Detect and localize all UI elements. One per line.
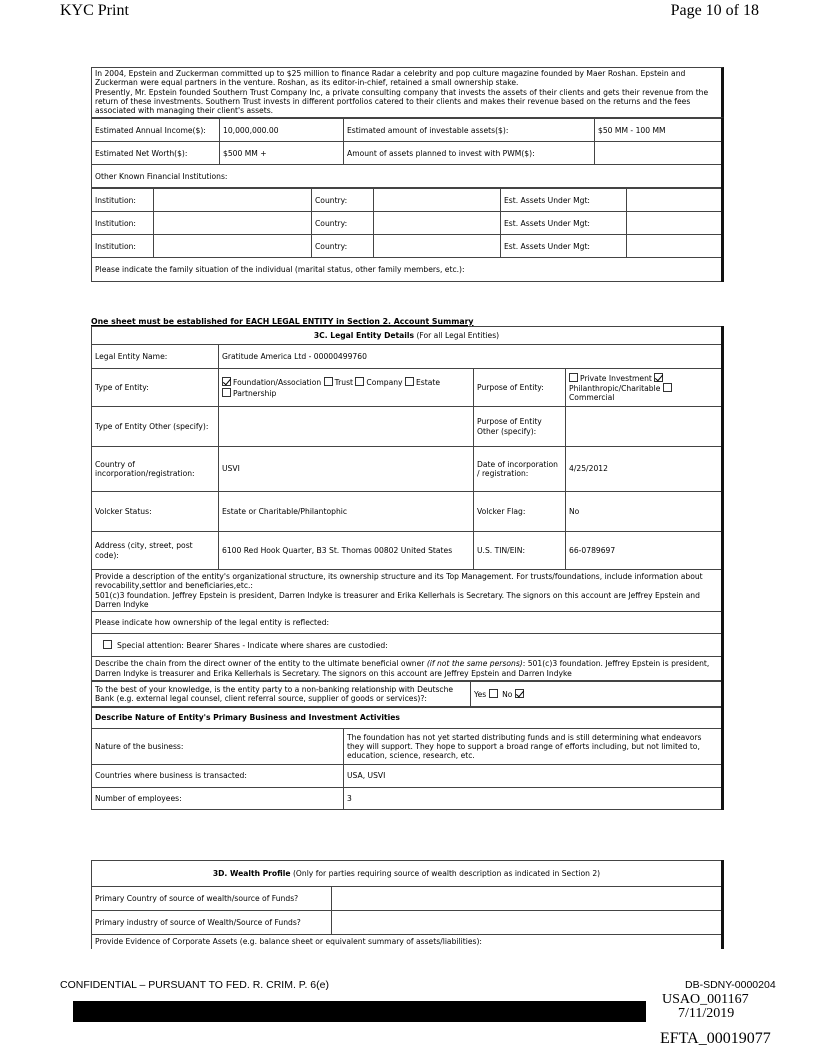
page-number: Page 10 of 18 xyxy=(670,2,759,19)
assets-label: Est. Assets Under Mgt: xyxy=(501,235,627,258)
chain-prompt-italic: (if not the same persons) xyxy=(426,659,523,669)
ownership-prompt: Please indicate how ownership of the legal entity is reflected: xyxy=(92,612,723,634)
investable-label: Estimated amount of investable assets($): xyxy=(344,119,595,142)
volcker-status-label: Volcker Status: xyxy=(92,492,219,532)
networth-value: $500 MM + xyxy=(220,142,344,165)
institution-label: Institution: xyxy=(92,235,154,258)
nonbank-prompt: To the best of your knowledge, is the entity party to a non-banking relationship with Deutsche Bank (e.g. external legal counsel, client referral source, supplier of goods or services)?: xyxy=(92,682,471,707)
other-institutions-label: Other Known Financial Institutions: xyxy=(92,165,723,188)
purpose-options xyxy=(566,369,723,407)
entity-type-label: Type of Entity: xyxy=(92,369,219,407)
type-other-value xyxy=(219,407,474,447)
wealth-industry-prompt: Primary industry of source of Wealth/Source of Funds? xyxy=(92,911,332,935)
usao-stamp: USAO_001167 xyxy=(662,992,749,1007)
country-incorporation-label: Country of incorporation/registration: xyxy=(92,447,219,492)
institution-label: Institution: xyxy=(92,189,154,212)
incorporation-date-label: Date of incorporation / registration: xyxy=(474,447,566,492)
legal-entity-note: One sheet must be established for EACH LEGAL ENTITY in Section 2. Account Summary xyxy=(91,317,474,326)
wealth-country-prompt: Primary Country of source of wealth/source of Funds? xyxy=(92,887,332,911)
nature-value: The foundation has not yet started distributing funds and is still determining what endeavors they will support. They hope to support a broad range of efforts including, but not limited to, education, science, research, etc. xyxy=(344,729,723,765)
private-investment-label: Private Investment xyxy=(580,373,652,383)
volcker-status-value: Estate or Charitable/Philantophic xyxy=(219,492,474,532)
country-label: Country: xyxy=(312,235,374,258)
philanthropic-checkbox[interactable] xyxy=(654,373,663,382)
trust-checkbox[interactable] xyxy=(324,377,333,386)
section-3d-title-bold: 3D. Wealth Profile xyxy=(212,868,291,878)
company-option-label: Company xyxy=(366,378,403,388)
volcker-flag-label: Volcker Flag: xyxy=(474,492,566,532)
section-3c-title-bold: 3C. Legal Entity Details xyxy=(313,330,415,340)
nonbank-table xyxy=(91,681,724,707)
commercial-checkbox[interactable] xyxy=(663,383,672,392)
ownership-chain xyxy=(92,657,723,681)
nonbank-answer xyxy=(471,682,723,707)
income-table xyxy=(91,118,724,188)
structure-answer: 501(c)3 foundation. Jeffrey Epstein is president, Darren Indyke is treasurer and Erika Kellerhals is Secretary. The signors on this account are Jeffrey Epstein and Darren Indyke xyxy=(95,590,700,609)
section-3d-title xyxy=(92,861,723,887)
bearer-shares-checkbox[interactable] xyxy=(103,640,112,649)
planned-label: Amount of assets planned to invest with PWM($): xyxy=(344,142,595,165)
chain-answer: 501(c)3 foundation. Jeffrey Epstein is president, Darren Indyke is treasurer and Erika Kellerhals is Secretary. The signors on this account are Jeffrey Epstein and Darren Indyke xyxy=(95,659,710,678)
company-checkbox[interactable] xyxy=(355,377,364,386)
chain-prompt-end: : xyxy=(522,659,526,669)
volcker-flag-value: No xyxy=(566,492,723,532)
country-incorporation-value: USVI xyxy=(219,447,474,492)
purpose-other-label: Purpose of Entity Other (specify): xyxy=(474,407,566,447)
evidence-prompt: Provide Evidence of Corporate Assets (e.g. balance sheet or equivalent summary of assets/liabilities): xyxy=(92,935,723,949)
institution-row xyxy=(92,189,723,212)
nature-label: Nature of the business: xyxy=(92,729,344,765)
no-checkbox[interactable] xyxy=(515,689,524,698)
foundation-option-label: Foundation/Association xyxy=(233,378,322,388)
redaction-bar xyxy=(73,1001,646,1022)
type-other-label: Type of Entity Other (specify): xyxy=(92,407,219,447)
yes-label: Yes xyxy=(474,689,487,699)
entity-type-options xyxy=(219,369,474,407)
networth-label: Estimated Net Worth($): xyxy=(92,142,220,165)
institution-row xyxy=(92,235,723,258)
bearer-shares-row xyxy=(92,634,723,657)
legal-name-value: Gratitude America Ltd - 00000499760 xyxy=(219,345,723,369)
legal-entity-details-section xyxy=(91,326,724,810)
countries-value: USA, USVI xyxy=(344,765,723,788)
legal-entity-table xyxy=(91,326,724,681)
income-value: 10,000,000.00 xyxy=(220,119,344,142)
purpose-label: Purpose of Entity: xyxy=(474,369,566,407)
countries-label: Countries where business is transacted: xyxy=(92,765,344,788)
family-situation-prompt: Please indicate the family situation of the individual (marital status, other family members, etc.): xyxy=(92,258,723,282)
employees-label: Number of employees: xyxy=(92,788,344,810)
business-table xyxy=(91,707,724,810)
bates-number: DB-SDNY-0000204 xyxy=(685,979,776,991)
institution-row xyxy=(92,212,723,235)
partnership-checkbox[interactable] xyxy=(222,388,231,397)
institution-label: Institution: xyxy=(92,212,154,235)
wealth-profile-table xyxy=(91,860,724,949)
commercial-label: Commercial xyxy=(569,393,615,403)
planned-value xyxy=(595,142,723,165)
section-3c-title xyxy=(92,327,723,345)
estate-option-label: Estate xyxy=(415,378,441,388)
institutions-table xyxy=(91,188,724,282)
narrative-paragraph: Presently, Mr. Epstein founded Southern Trust Company Inc, a private consulting company that invests the assets of their clients and gets their revenue from the return of these investments. Southern Trust invests in different portfolios catered to their clients and makes their revenue based on the returns and the fees associated with managing their client's assets. xyxy=(95,87,709,115)
header-title: KYC Print xyxy=(60,2,129,19)
country-label: Country: xyxy=(312,189,374,212)
address-label: Address (city, street, post code): xyxy=(92,532,219,570)
confidential-notice: CONFIDENTIAL – PURSUANT TO FED. R. CRIM. P. 6(e) xyxy=(60,979,329,991)
purpose-other-value xyxy=(566,407,723,447)
financial-profile-section xyxy=(91,67,724,282)
income-label: Estimated Annual Income($): xyxy=(92,119,220,142)
background-narrative xyxy=(91,67,724,118)
no-label: No xyxy=(502,689,513,699)
private-investment-checkbox[interactable] xyxy=(569,373,578,382)
philanthropic-label: Philanthropic/Charitable xyxy=(569,383,661,393)
wealth-profile-section xyxy=(91,860,724,949)
efta-number: EFTA_00019077 xyxy=(660,1030,771,1047)
section-3c-title-rest: (For all Legal Entities) xyxy=(414,330,500,340)
assets-label: Est. Assets Under Mgt: xyxy=(501,212,627,235)
estate-checkbox[interactable] xyxy=(405,377,414,386)
bearer-shares-label: Special attention: Bearer Shares - Indicate where shares are custodied: xyxy=(117,640,388,650)
legal-name-label: Legal Entity Name: xyxy=(92,345,219,369)
wealth-country-value xyxy=(332,887,723,911)
trust-option-label: Trust xyxy=(334,378,353,388)
employees-value: 3 xyxy=(344,788,723,810)
foundation-checkbox[interactable] xyxy=(222,377,231,386)
address-value: 6100 Red Hook Quarter, B3 St. Thomas 00802 United States xyxy=(219,532,474,570)
wealth-industry-value xyxy=(332,911,723,935)
partnership-option-label: Partnership xyxy=(233,388,277,398)
investable-value: $50 MM - 100 MM xyxy=(595,119,723,142)
chain-prompt: Describe the chain from the direct owner of the entity to the ultimate beneficial owner xyxy=(95,659,427,669)
structure-description xyxy=(92,570,723,612)
narrative-paragraph: In 2004, Epstein and Zuckerman committed up to $25 million to finance Radar a celebrity and pop culture magazine founded by Maer Roshan. Epstein and Zuckerman were equal partners in the venture. Roshan, as its editor-in-chief, retained a small ownership stake. xyxy=(95,69,686,88)
structure-prompt: Provide a description of the entity's organizational structure, its ownership structure and its Top Management. For trusts/foundations, include information about revocability,settlor and beneficiaries,etc.: xyxy=(95,572,703,591)
stamp-date: 7/11/2019 xyxy=(678,1006,735,1021)
assets-label: Est. Assets Under Mgt: xyxy=(501,189,627,212)
nature-heading: Describe Nature of Entity's Primary Business and Investment Activities xyxy=(92,708,723,729)
country-label: Country: xyxy=(312,212,374,235)
section-3d-title-rest: (Only for parties requiring source of wealth description as indicated in Section 2) xyxy=(290,868,601,878)
tin-label: U.S. TIN/EIN: xyxy=(474,532,566,570)
incorporation-date-value: 4/25/2012 xyxy=(566,447,723,492)
tin-value: 66-0789697 xyxy=(566,532,723,570)
yes-checkbox[interactable] xyxy=(489,689,498,698)
